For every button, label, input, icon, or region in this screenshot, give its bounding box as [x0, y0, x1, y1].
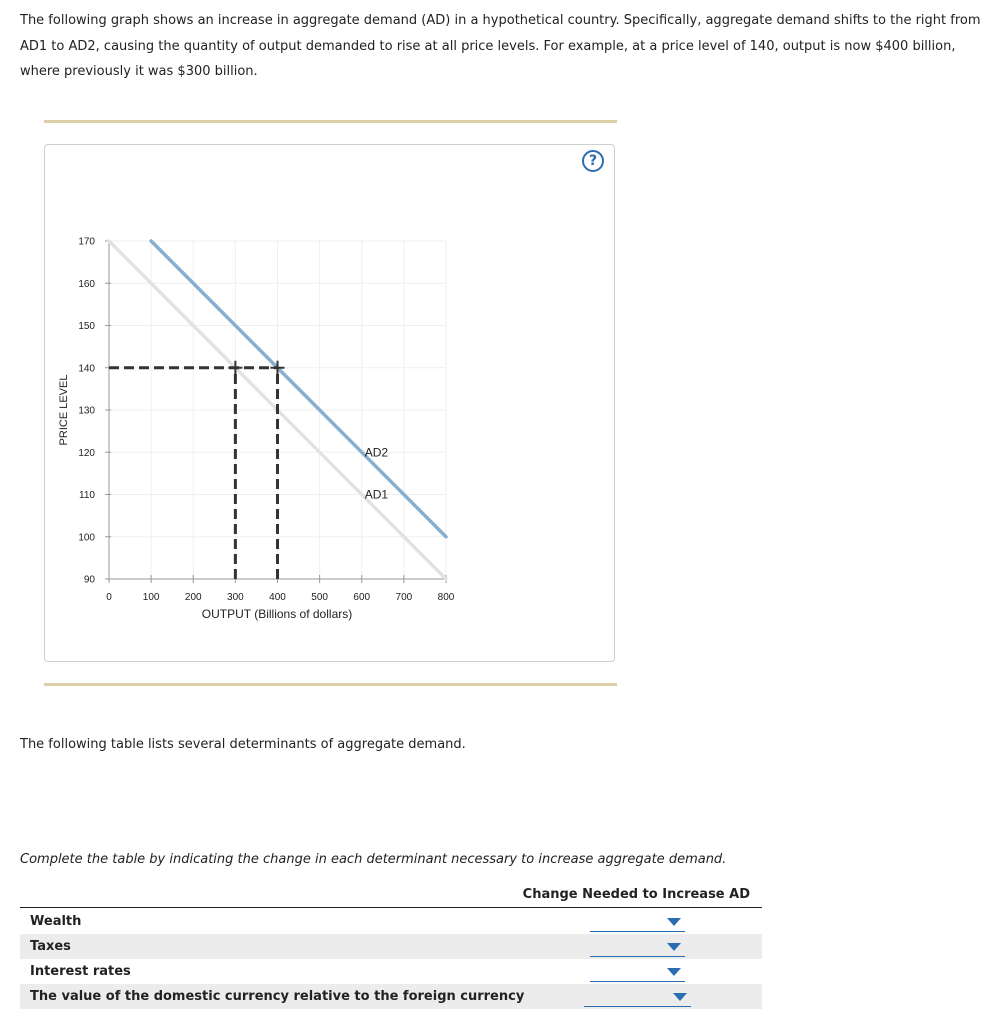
y-tick-label: 90	[83, 574, 95, 586]
y-tick-label: 100	[78, 532, 95, 544]
chevron-down-icon	[667, 943, 681, 951]
chevron-down-icon	[667, 968, 681, 976]
x-tick-label: 500	[311, 592, 328, 603]
x-tick-label: 800	[437, 592, 455, 603]
y-tick-label: 150	[78, 321, 95, 332]
table-row	[20, 959, 762, 984]
table-row	[20, 909, 762, 934]
instructions-text: Complete the table by indicating the change in each determinant necessary to increase aggregate demand.	[20, 852, 727, 867]
bottom-divider	[44, 683, 617, 686]
table-row	[20, 984, 762, 1009]
row-label-currency-value: The value of the domestic currency relative to the foreign currency	[30, 989, 525, 1004]
x-tick-label: 100	[142, 592, 160, 603]
curve-label-ad1: AD1	[364, 487, 389, 502]
x-tick-label: 700	[395, 592, 413, 603]
y-tick-label: 110	[79, 490, 95, 501]
chevron-down-icon	[667, 918, 681, 926]
x-tick-label: 0	[106, 592, 112, 603]
x-axis-title: OUTPUT (Billions of dollars)	[201, 607, 353, 621]
question-circle-icon[interactable]: ?	[582, 150, 604, 172]
row-label-taxes: Taxes	[30, 939, 71, 954]
chevron-down-icon	[673, 993, 687, 1001]
row-label-interest-rates: Interest rates	[30, 964, 131, 979]
x-tick-label: 600	[353, 592, 371, 603]
y-tick-label: 170	[78, 236, 95, 248]
curve-label-ad2: AD2	[364, 445, 389, 460]
taxes-dropdown[interactable]	[590, 936, 685, 957]
x-tick-label: 200	[184, 592, 202, 603]
y-axis-title: PRICE LEVEL	[58, 374, 70, 446]
table-header-line	[20, 907, 762, 908]
series-ad2-line	[151, 241, 446, 537]
change-column-header: Change Needed to Increase AD	[522, 887, 750, 902]
y-tick-label: 140	[78, 363, 95, 375]
row-label-wealth: Wealth	[30, 914, 82, 929]
intro-text: The following graph shows an increase in aggregate demand (AD) in a hypothetical country. Specifically, aggregate demand shifts to the right from AD1 to AD2, causing the quantity of output demanded to rise at all price levels. For example, at a price level of 140, output is now $400 billion, where previously it was $300 billion.	[20, 13, 981, 79]
interest-rates-dropdown[interactable]	[590, 961, 685, 982]
x-tick-label: 400	[269, 592, 286, 603]
y-tick-label: 120	[78, 447, 95, 459]
y-tick-label: 130	[78, 405, 95, 417]
wealth-dropdown[interactable]	[590, 911, 685, 932]
x-tick-label: 300	[227, 592, 244, 603]
currency-value-dropdown[interactable]	[584, 986, 691, 1007]
y-tick-label: 160	[78, 278, 95, 290]
table-intro-text: The following table lists several determinants of aggregate demand.	[20, 737, 466, 752]
table-row	[20, 934, 762, 959]
